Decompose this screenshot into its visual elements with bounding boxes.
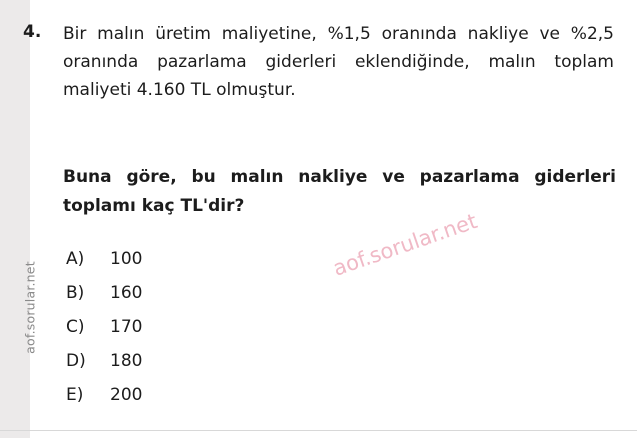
option-a-value: 100 — [110, 249, 143, 269]
option-d-letter: D) — [66, 351, 86, 371]
option-b-letter: B) — [66, 283, 85, 303]
option-c[interactable] — [66, 310, 466, 344]
page-bottom-divider — [0, 430, 637, 431]
answer-options — [66, 242, 466, 412]
question-prompt: Buna göre, bu malın nakliye ve pazarlama giderleri toplamı kaç TL'dir? — [63, 167, 616, 216]
option-b[interactable] — [66, 276, 466, 310]
side-watermark-text: aof.sorular.net — [22, 261, 38, 354]
option-c-value: 170 — [110, 317, 143, 337]
option-d[interactable] — [66, 344, 466, 378]
side-watermark-strip — [0, 0, 38, 438]
center-watermark-text: aof.sorular.net — [330, 208, 481, 281]
option-d-value: 180 — [110, 351, 143, 371]
question-stem: Bir malın üretim maliyetine, %1,5 oranında nakliye ve %2,5 oranında pazarlama giderleri eklendiğinde, malın toplam maliyeti 4.160 TL olmuştur. — [63, 24, 614, 100]
option-c-letter: C) — [66, 317, 85, 337]
option-e-letter: E) — [66, 385, 84, 405]
question-number: 4. — [23, 22, 42, 42]
option-e-value: 200 — [110, 385, 143, 405]
option-b-value: 160 — [110, 283, 143, 303]
option-e[interactable] — [66, 378, 466, 412]
option-a-letter: A) — [66, 249, 85, 269]
option-a[interactable] — [66, 242, 466, 276]
